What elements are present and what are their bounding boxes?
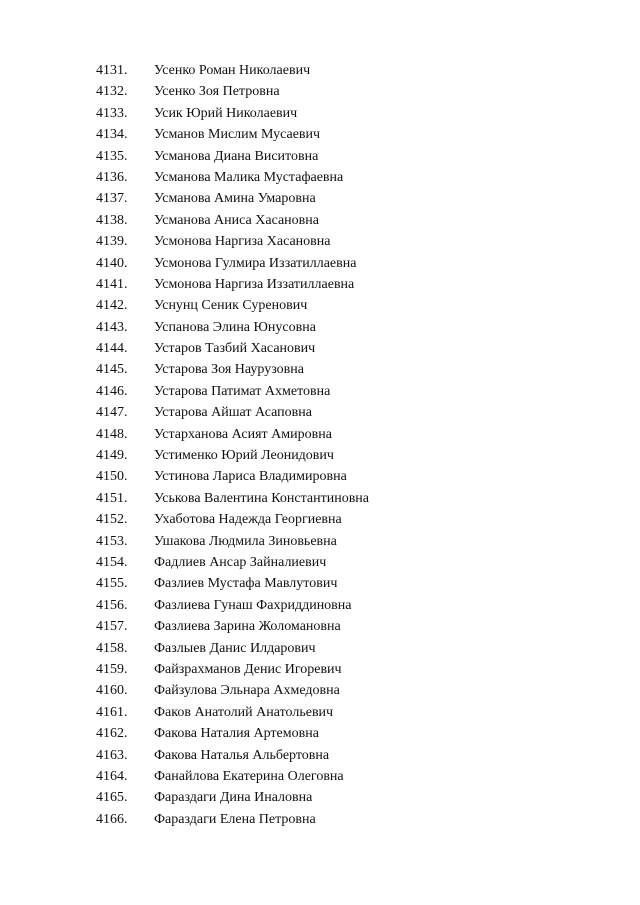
list-item (96, 60, 369, 81)
entry-number: 4153. (96, 533, 128, 549)
list-item (96, 146, 369, 167)
entry-number: 4134. (96, 127, 128, 143)
entry-full-name: Усманова Малика Мустафаевна (154, 169, 344, 185)
entry-number: 4137. (96, 191, 128, 207)
entry-full-name: Усманова Диана Виситовна (154, 148, 319, 164)
entry-full-name: Фазлиева Зарина Жоломановна (154, 619, 341, 635)
entry-full-name: Устарханова Асият Амировна (154, 426, 332, 442)
entry-full-name: Усик Юрий Николаевич (154, 105, 298, 121)
entry-full-name: Усенко Роман Николаевич (154, 63, 311, 78)
list-item (96, 745, 369, 766)
entry-full-name: Усманова Амина Умаровна (154, 191, 316, 207)
entry-full-name: Фараздаги Елена Петровна (154, 811, 316, 827)
list-item (96, 787, 369, 808)
list-item (96, 723, 369, 744)
entry-full-name: Ушакова Людмила Зиновьевна (154, 533, 337, 549)
entry-full-name: Фазлыев Данис Илдарович (154, 640, 316, 656)
list-item (96, 445, 369, 466)
entry-number: 4144. (96, 341, 128, 357)
entry-full-name: Устинова Лариса Владимировна (154, 469, 347, 485)
entry-number: 4149. (96, 448, 128, 464)
entry-full-name: Фазлиева Гунаш Фахриддиновна (154, 597, 352, 613)
entry-number: 4133. (96, 105, 128, 121)
entry-number: 4142. (96, 298, 128, 314)
list-item (96, 552, 369, 573)
entry-number: 4152. (96, 512, 128, 528)
list-item (96, 659, 369, 680)
entry-number: 4158. (96, 640, 128, 656)
entry-number: 4148. (96, 426, 128, 442)
entry-full-name: Усмонова Гулмира Иззатиллаевна (154, 255, 357, 271)
entry-number: 4146. (96, 383, 128, 399)
list-item (96, 274, 369, 295)
entry-number: 4154. (96, 554, 128, 570)
entry-full-name: Файзулова Эльнара Ахмедовна (154, 683, 340, 699)
entry-full-name: Устарова Патимат Ахметовна (154, 383, 331, 399)
entry-number: 4164. (96, 768, 128, 784)
list-item (96, 167, 369, 188)
list-item (96, 359, 369, 380)
list-item (96, 253, 369, 274)
list-item (96, 638, 369, 659)
list-item (96, 702, 369, 723)
list-item (96, 573, 369, 594)
entry-full-name: Успанова Элина Юнусовна (154, 319, 316, 335)
entry-number: 4157. (96, 619, 128, 635)
entry-full-name: Факова Наталия Артемовна (154, 726, 319, 742)
entry-full-name: Уськова Валентина Константиновна (154, 490, 370, 506)
list-item (96, 466, 369, 487)
entry-number: 4136. (96, 169, 128, 185)
list-item (96, 595, 369, 616)
name-list (96, 60, 369, 830)
entry-number: 4161. (96, 704, 128, 720)
entry-full-name: Усмонова Наргиза Иззатиллаевна (154, 276, 355, 292)
entry-number: 4132. (96, 84, 128, 100)
entry-number: 4141. (96, 276, 128, 292)
entry-full-name: Фадлиев Ансар Зайналиевич (154, 554, 327, 570)
entry-full-name: Усманова Аниса Хасановна (154, 212, 319, 228)
list-item (96, 509, 369, 530)
entry-number: 4131. (96, 63, 128, 78)
list-item (96, 381, 369, 402)
entry-full-name: Устаров Тазбий Хасанович (154, 341, 316, 357)
list-item (96, 766, 369, 787)
list-item (96, 231, 369, 252)
entry-full-name: Устименко Юрий Леонидович (154, 448, 334, 464)
entry-number: 4138. (96, 212, 128, 228)
entry-full-name: Фазлиев Мустафа Мавлутович (154, 576, 338, 592)
entry-full-name: Усманов Мислим Мусаевич (154, 127, 321, 143)
list-item (96, 531, 369, 552)
list-item (96, 809, 369, 830)
entry-number: 4147. (96, 405, 128, 421)
list-item (96, 188, 369, 209)
list-item (96, 680, 369, 701)
list-item (96, 488, 369, 509)
entry-full-name: Устарова Зоя Наурузовна (154, 362, 304, 378)
entry-full-name: Усмонова Наргиза Хасановна (154, 234, 331, 250)
entry-number: 4156. (96, 597, 128, 613)
entry-number: 4145. (96, 362, 128, 378)
list-item (96, 210, 369, 231)
entry-number: 4150. (96, 469, 128, 485)
entry-full-name: Уснунц Сеник Суренович (154, 298, 308, 314)
entry-number: 4163. (96, 747, 128, 763)
entry-number: 4166. (96, 811, 128, 827)
list-item (96, 103, 369, 124)
entry-number: 4159. (96, 661, 128, 677)
entry-full-name: Фараздаги Дина Иналовна (154, 790, 313, 806)
list-item (96, 616, 369, 637)
entry-full-name: Устарова Айшат Асаповна (154, 405, 312, 421)
list-item (96, 338, 369, 359)
entry-number: 4151. (96, 490, 128, 506)
list-item (96, 124, 369, 145)
entry-number: 4165. (96, 790, 128, 806)
entry-number: 4139. (96, 234, 128, 250)
list-item (96, 81, 369, 102)
list-item (96, 424, 369, 445)
list-item (96, 317, 369, 338)
entry-full-name: Факова Наталья Альбертовна (154, 747, 330, 763)
entry-number: 4140. (96, 255, 128, 271)
entry-full-name: Файзрахманов Денис Игоревич (154, 661, 342, 677)
entry-full-name: Усенко Зоя Петровна (154, 84, 280, 100)
entry-number: 4143. (96, 319, 128, 335)
list-item (96, 402, 369, 423)
entry-full-name: Факов Анатолий Анатольевич (154, 704, 334, 720)
entry-number: 4135. (96, 148, 128, 164)
list-item (96, 295, 369, 316)
entry-number: 4162. (96, 726, 128, 742)
entry-full-name: Фанайлова Екатерина Олеговна (154, 768, 344, 784)
entry-number: 4155. (96, 576, 128, 592)
entry-full-name: Ухаботова Надежда Георгиевна (154, 512, 342, 528)
entry-number: 4160. (96, 683, 128, 699)
